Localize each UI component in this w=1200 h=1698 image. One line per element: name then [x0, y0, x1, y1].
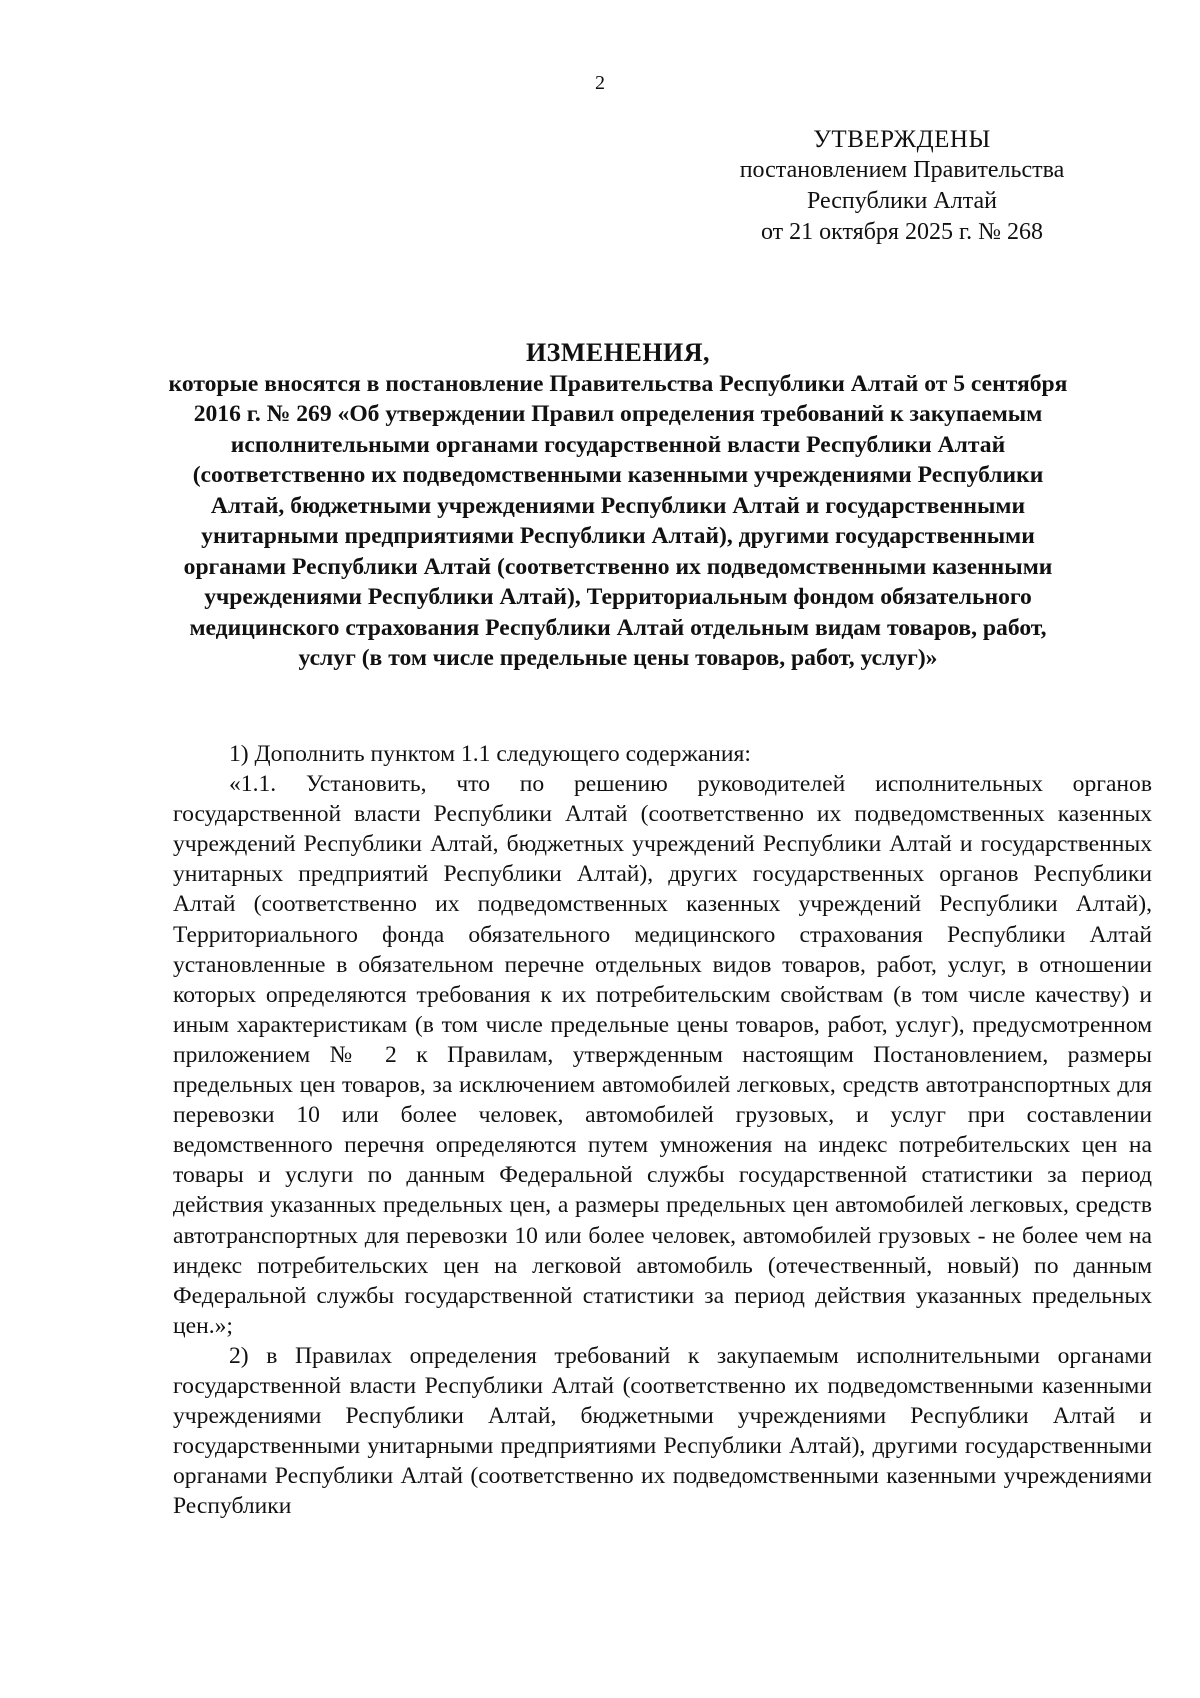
heading-title: ИЗМЕНЕНИЯ, — [525, 338, 711, 367]
approval-line-date: от 21 октября 2025 г. № 268 — [760, 219, 1043, 245]
page-number: 2 — [595, 72, 605, 94]
approval-line-region: Республики Алтай — [807, 188, 997, 214]
paragraph-item-2: 2) в Правилах определения требований к закупаемым исполнительными органами государственной власти Республики Алтай (соответственно их подведомственными казенными учреждениями Республики Алтай, бюджетными учреждениями Республики Алтай и государственными унитарными предприятиями Республики Алтай), другими государственными органами Республики Алтай (соответственно их подведомственными казенными учреждениями Республики — [173, 1342, 1152, 1520]
paragraph-item-1: 1) Дополнить пунктом 1.1 следующего содержания: — [229, 741, 751, 767]
document-heading — [168, 338, 1068, 674]
approval-title: УТВЕРЖДЕНЫ — [813, 126, 991, 153]
paragraph-item-1-1: «1.1. Установить, что по решению руководителей исполнительных органов государственной власти Республики Алтай (соответственно их подведомственных казенных учреждений Республики Алтай, бюджетных учреждений Республики Алтай и государственных унитарных предприятий Республики Алтай), других государственных органов Республики Алтай (соответственно их подведомственных казенных учреждений Республики Алтай), Территориального фонда обязательного медицинского страхования Республики Алтай установленные в обязательном перечне отдельных видов товаров, работ, услуг, в отношении которых определяются требования к их потребительским свойствам (в том числе качеству) и иным характеристикам (в том числе предельные цены товаров, работ, услуг), предусмотренном приложением № 2 к Правилам, утвержденным настоящим Постановлением, размеры предельных цен товаров, за исключением автомобилей легковых, средств автотранспортных для перевозки 10 или более человек, автомобилей грузовых, и услуг при составлении ведомственного перечня определяются путем умножения на индекс потребительских цен на товары и услуги по данным Федеральной службы государственной статистики за период действия указанных предельных цен, а размеры предельных цен автомобилей легковых, средств автотранспортных для перевозки 10 или более человек, автомобилей грузовых - не более чем на индекс потребительских цен на легковой автомобиль (отечественный, новый) по данным Федеральной службы государственной статистики за период действия указанных предельных цен.»; — [173, 771, 1152, 1339]
approval-line-resolution: постановлением Правительства — [739, 157, 1065, 183]
heading-subtitle: которые вносятся в постановление Правительства Республики Алтай от 5 сентября 2016 г. № 269 «Об утверждении Правил определения требований к закупаемым исполнительными органами государственной власти Республики Алтай (соответственно их подведомственными казенными учреждениями Республики Алтай, бюджетными учреждениями Республики Алтай и государственными унитарными предприятиями Республики Алтай), другими государственными органами Республики Алтай (соответственно их подведомственными казенными учреждениями Республики Алтай), Территориальным фондом обязательного медицинского страхования Республики Алтай отдельным видам товаров, работ, услуг (в том числе предельные цены товаров, работ, услуг)» — [168, 370, 1068, 671]
approval-block — [692, 124, 1112, 248]
document-body — [173, 739, 1152, 1521]
